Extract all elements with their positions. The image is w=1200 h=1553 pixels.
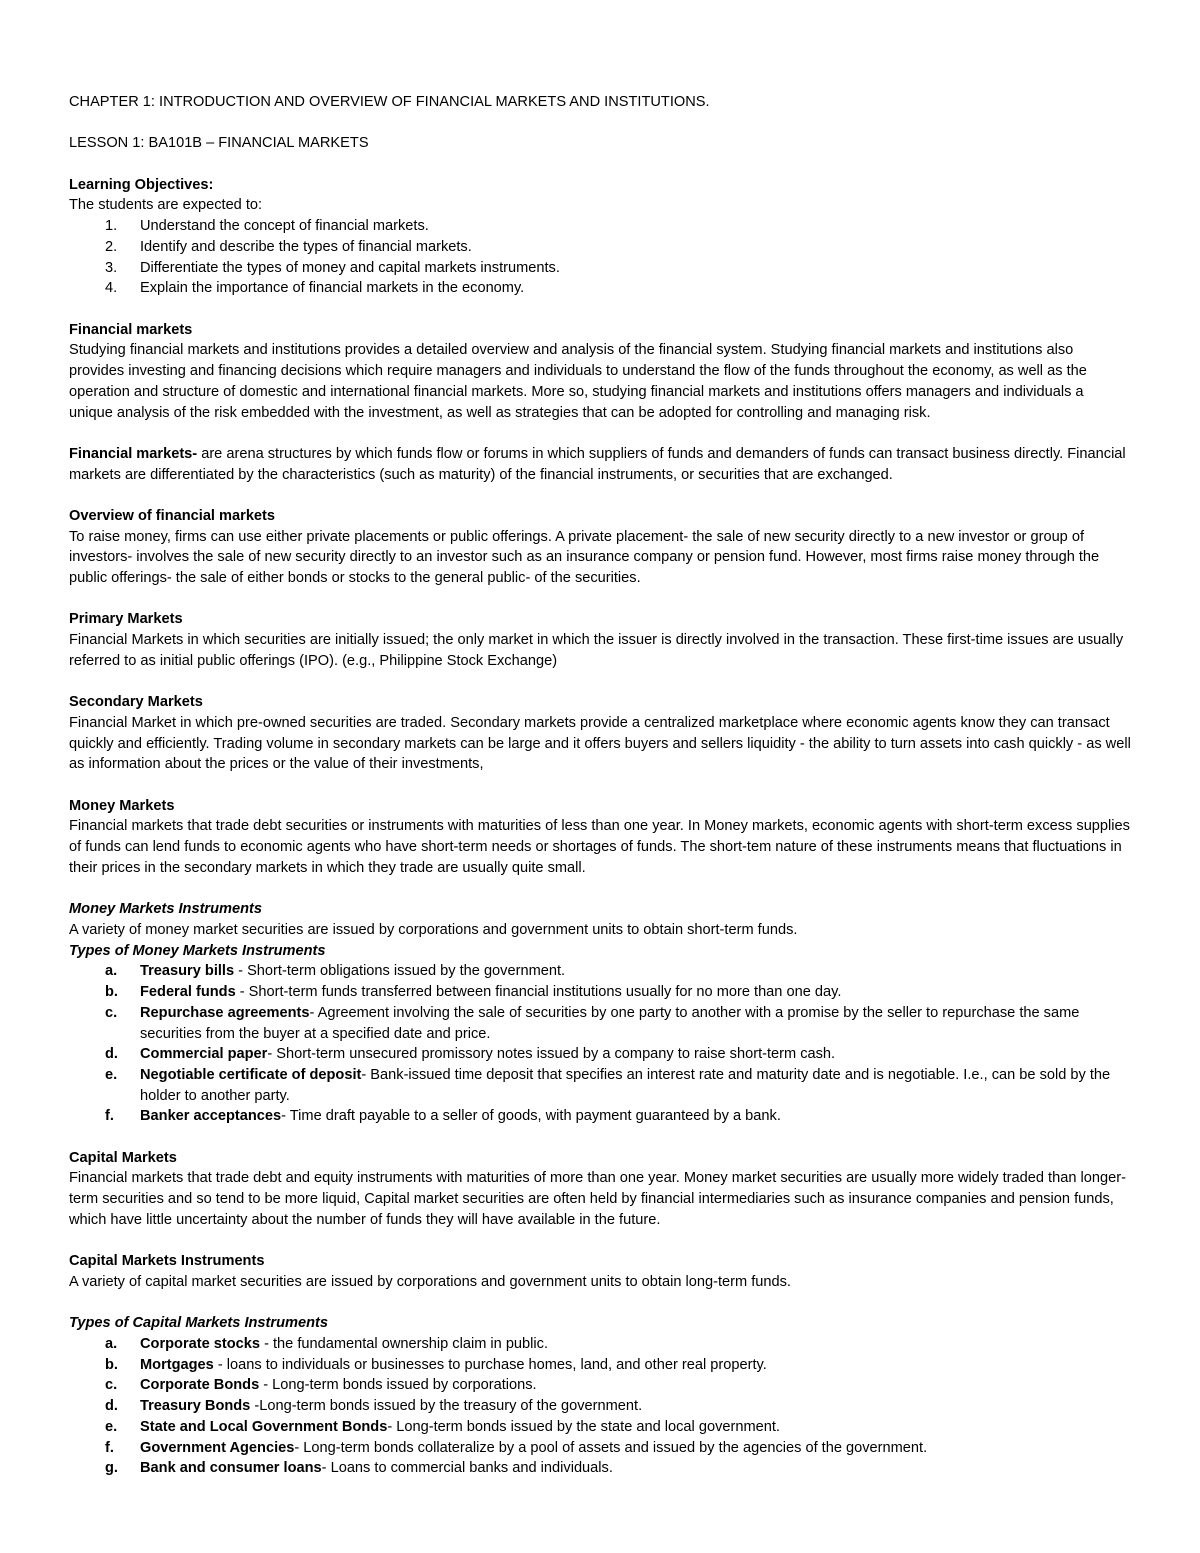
- instrument-description: - Short-term obligations issued by the government.: [234, 963, 566, 980]
- definition-body: are arena structures by which funds flow or forums in which suppliers of funds and demanders of funds can transact business directly. Financial markets are differentiated by the characteristics (such as maturity) of the financial instruments, or securities that are exchanged.: [69, 445, 1126, 483]
- money-instrument-item: [69, 1065, 1131, 1106]
- capital-instruments-heading: Capital Markets Instruments: [69, 1253, 265, 1270]
- instrument-description: - Time draft payable to a seller of goods, with payment guaranteed by a bank.: [281, 1108, 781, 1125]
- capital-instruments-list: [69, 1334, 1131, 1479]
- objectives-intro: The students are expected to:: [69, 197, 263, 214]
- instrument-term: Bank and consumer loans: [140, 1460, 322, 1477]
- financial-markets-heading: Financial markets: [69, 321, 193, 338]
- money-instrument-item: [69, 1106, 1131, 1127]
- list-marker: 2.: [105, 238, 118, 255]
- list-marker: b.: [105, 1356, 118, 1373]
- money-instrument-item: [69, 982, 1131, 1003]
- instrument-description: - the fundamental ownership claim in public.: [260, 1336, 549, 1352]
- list-marker: d.: [105, 1046, 118, 1063]
- financial-markets-definition: [69, 444, 1131, 485]
- objective-text: Explain the importance of financial markets in the economy.: [140, 280, 525, 297]
- instrument-description: - Long-term bonds collateralize by a pool of assets and issued by the agencies of the government.: [294, 1439, 928, 1456]
- money-instruments-body: A variety of money market securities are issued by corporations and government units to obtain short-term funds.: [69, 921, 798, 938]
- financial-markets-body: Studying financial markets and institutions provides a detailed overview and analysis of the financial system. Studying financial markets and institutions also provides investing and financing decisions which require managers and individuals to understand the flow of the funds throughout the economy, as well as the operation and structure of domestic and international financial markets. More so, studying financial markets and institutions offers managers and individuals a unique analysis of the risk embedded with the investment, as well as strategies that can be adopted for controlling and managing risk.: [69, 342, 1087, 421]
- capital-markets-body: Financial markets that trade debt and equity instruments with maturities of more than one year. Money market securities are usually more widely traded than longer-term securities and so tend to be more liquid, Capital market securities are often held by financial intermediaries such as insurance companies and pension funds, which have little uncertainty about the number of funds they will have available in the future.: [69, 1170, 1126, 1228]
- capital-markets-heading: Capital Markets: [69, 1149, 177, 1166]
- objective-item: [69, 278, 1131, 299]
- objective-item: [69, 237, 1131, 258]
- capital-instrument-item: [69, 1396, 1131, 1417]
- secondary-markets-heading: Secondary Markets: [69, 694, 203, 711]
- lesson-title: LESSON 1: BA101B – FINANCIAL MARKETS: [69, 135, 369, 152]
- list-marker: d.: [105, 1398, 118, 1415]
- instrument-description: - Short-term unsecured promissory notes issued by a company to raise short-term cash.: [267, 1046, 836, 1063]
- list-marker: g.: [105, 1460, 118, 1477]
- money-instruments-types-heading: Types of Money Markets Instruments: [69, 942, 326, 959]
- capital-instrument-item: [69, 1355, 1131, 1376]
- capital-instruments-body: A variety of capital market securities are issued by corporations and government units to obtain long-term funds.: [69, 1273, 791, 1290]
- objective-text: Identify and describe the types of financial markets.: [140, 238, 472, 255]
- instrument-description: - loans to individuals or businesses to purchase homes, land, and other real property.: [213, 1356, 767, 1373]
- list-marker: c.: [105, 1377, 118, 1394]
- objective-item: [69, 258, 1131, 279]
- money-instruments-heading: Money Markets Instruments: [69, 901, 263, 918]
- money-instrument-item: [69, 1044, 1131, 1065]
- list-marker: 3.: [105, 259, 118, 276]
- objective-item: [69, 216, 1131, 237]
- definition-term: Financial markets-: [69, 445, 198, 462]
- money-markets-heading: Money Markets: [69, 797, 175, 814]
- instrument-term: Repurchase agreements: [140, 1004, 310, 1021]
- objectives-heading: Learning Objectives:: [69, 176, 214, 193]
- secondary-markets-body: Financial Market in which pre-owned securities are traded. Secondary markets provide a centralized marketplace where economic agents know they can transact quickly and efficiently. Trading volume in secondary markets can be large and it offers buyers and sellers liquidity - the ability to turn assets into cash quickly - as well as information about the prices or the value of their investments,: [69, 714, 1131, 773]
- capital-instrument-item: [69, 1438, 1131, 1459]
- instrument-term: Negotiable certificate of deposit: [140, 1066, 362, 1083]
- money-instruments-list: [69, 961, 1131, 1127]
- instrument-term: Federal funds: [140, 984, 236, 1001]
- list-marker: 1.: [105, 218, 118, 235]
- capital-instruments-types-heading: Types of Capital Markets Instruments: [69, 1315, 328, 1332]
- capital-instrument-item: [69, 1375, 1131, 1396]
- instrument-term: State and Local Government Bonds: [140, 1418, 388, 1435]
- instrument-description: - Agreement involving the sale of securities by one party to another with a promise by the seller to repurchase the same securities from the buyer at a specified date and price.: [140, 1004, 1080, 1042]
- objective-text: Understand the concept of financial markets.: [140, 218, 429, 235]
- overview-body: To raise money, firms can use either private placements or public offerings. A private placement- the sale of new security directly to a new investor or group of investors- involves the sale of new security directly to an investor such as an insurance company or pension fund. However, most firms raise money through the public offerings- the sale of either bonds or stocks to the general public- of the securities.: [69, 528, 1100, 587]
- list-marker: 4.: [105, 280, 118, 297]
- list-marker: f.: [105, 1108, 114, 1125]
- money-markets-body: Financial markets that trade debt securities or instruments with maturities of less than one year. In Money markets, economic agents with short-term excess supplies of funds can lend funds to economic agents who have short-term needs or shortages of funds. The short-tem nature of these instruments means that fluctuations in their prices in the secondary markets in which they trade are usually quite small.: [69, 818, 1130, 876]
- overview-heading: Overview of financial markets: [69, 507, 276, 524]
- instrument-description: - Bank-issued time deposit that specifies an interest rate and maturity date and is negotiable. I.e., can be sold by the holder to another party.: [140, 1066, 1111, 1104]
- primary-markets-body: Financial Markets in which securities are initially issued; the only market in which the issuer is directly involved in the transaction. These first-time issues are usually referred to as initial public offerings (IPO). (e.g., Philippine Stock Exchange): [69, 632, 1124, 669]
- instrument-description: -Long-term bonds issued by the treasury of the government.: [250, 1398, 643, 1415]
- document-page: [69, 92, 1131, 1479]
- primary-markets-heading: Primary Markets: [69, 611, 183, 628]
- instrument-description: - Short-term funds transferred between financial institutions usually for no more than one day.: [235, 984, 842, 1001]
- list-marker: c.: [105, 1004, 118, 1021]
- money-instrument-item: [69, 961, 1131, 982]
- money-instrument-item: [69, 1003, 1131, 1044]
- list-marker: e.: [105, 1418, 118, 1435]
- list-marker: f.: [105, 1439, 114, 1456]
- chapter-title: CHAPTER 1: INTRODUCTION AND OVERVIEW OF FINANCIAL MARKETS AND INSTITUTIONS.: [69, 94, 710, 110]
- list-marker: a.: [105, 963, 118, 980]
- instrument-term: Banker acceptances: [140, 1108, 282, 1125]
- instrument-term: Corporate stocks: [140, 1336, 261, 1352]
- instrument-description: - Long-term bonds issued by corporations.: [259, 1377, 537, 1394]
- list-marker: e.: [105, 1066, 118, 1083]
- objective-text: Differentiate the types of money and capital markets instruments.: [140, 259, 560, 276]
- instrument-term: Corporate Bonds: [140, 1377, 260, 1394]
- capital-instrument-item: [69, 1458, 1131, 1479]
- capital-instrument-item: [69, 1334, 1131, 1355]
- instrument-term: Mortgages: [140, 1356, 214, 1373]
- instrument-term: Treasury bills: [140, 963, 235, 980]
- instrument-description: - Long-term bonds issued by the state and local government.: [387, 1418, 780, 1435]
- instrument-description: - Loans to commercial banks and individuals.: [321, 1460, 613, 1477]
- list-marker: a.: [105, 1336, 118, 1352]
- instrument-term: Treasury Bonds: [140, 1398, 251, 1415]
- list-marker: b.: [105, 984, 118, 1001]
- instrument-term: Government Agencies: [140, 1439, 295, 1456]
- objectives-list: [69, 216, 1131, 299]
- instrument-term: Commercial paper: [140, 1046, 268, 1063]
- capital-instrument-item: [69, 1417, 1131, 1438]
